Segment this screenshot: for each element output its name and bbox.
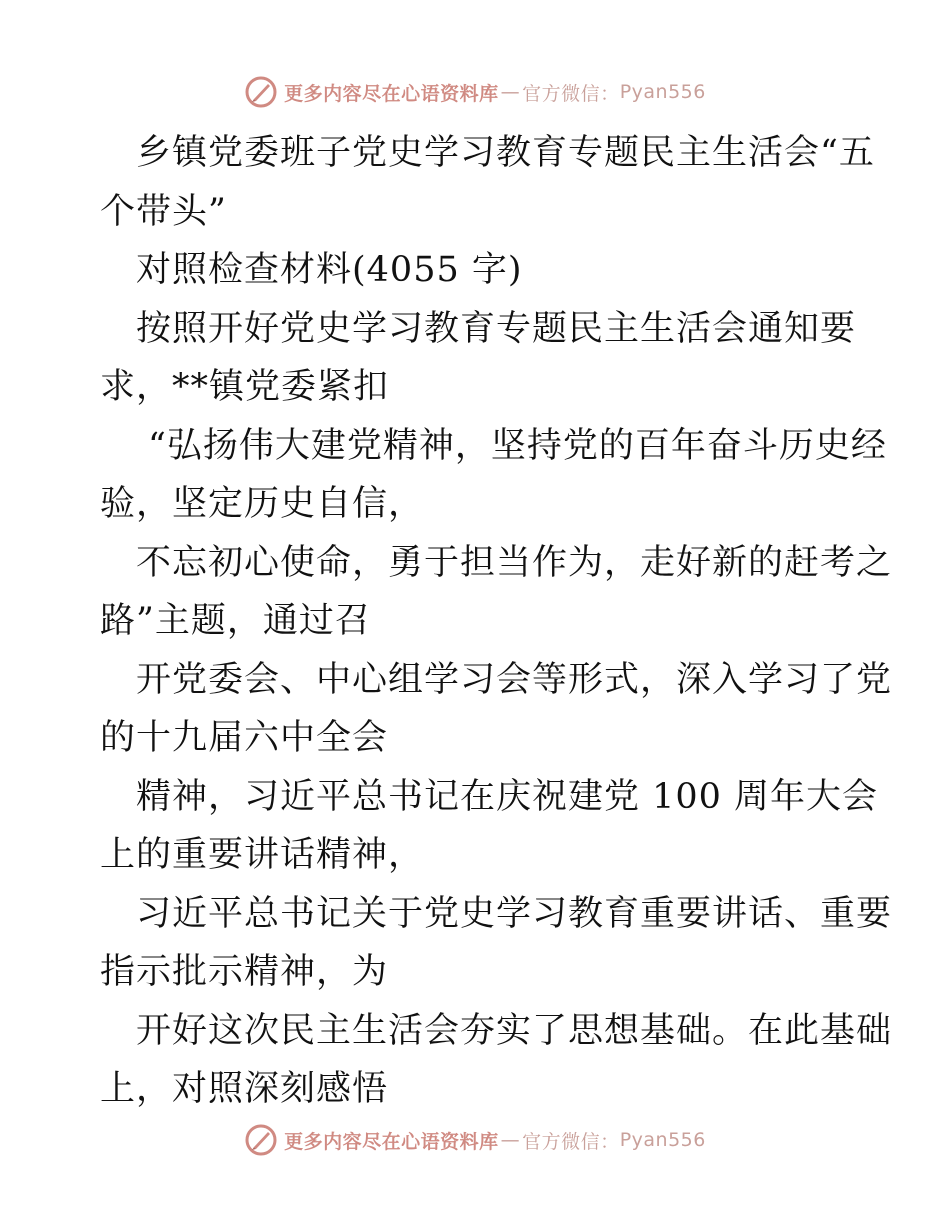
text-line: 路”主题，通过召 (100, 601, 371, 641)
watermark-separator: — (500, 81, 521, 103)
text-line: 验，坚定历史自信， (100, 484, 425, 524)
text-line: 个带头” (100, 191, 227, 232)
text-line: 上，对照深刻感悟 (100, 1069, 389, 1109)
watermark-handle: Pyan556 (619, 81, 706, 103)
watermark-brand: 更多内容尽在心语资料库 (284, 1130, 499, 1153)
watermark-separator: — (500, 1129, 521, 1151)
text-line: “弘扬伟大建党精神，坚持党的百年奋斗历史经 (148, 425, 887, 466)
watermark-label: 官方微信： (522, 82, 620, 105)
text-line: 开好这次民主生活会夯实了思想基础。在此基础 (136, 1010, 893, 1051)
header-watermark (0, 72, 950, 112)
text-line: 上的重要讲话精神， (100, 835, 425, 875)
text-line: 习近平总书记关于党史学习教育重要讲话、重要 (136, 893, 893, 934)
text-line: 求，**镇党委紧扣 (100, 367, 390, 407)
text-line: 开党委会、中心组学习会等形式，深入学习了党 (136, 659, 893, 700)
footer-watermark (0, 1120, 950, 1160)
text-line: 指示批示精神，为 (100, 952, 389, 992)
text-line: 对照检查材料(4055 字) (136, 250, 523, 290)
document-body (100, 124, 893, 1119)
text-line: 按照开好党史学习教育专题民主生活会通知要 (136, 308, 857, 349)
quill-pen-logo-icon (244, 1123, 278, 1157)
watermark-handle: Pyan556 (619, 1129, 706, 1151)
text-line: 乡镇党委班子党史学习教育专题民主生活会“五 (136, 133, 875, 173)
text-line: 精神，习近平总书记在庆祝建党 100 周年大会 (136, 776, 879, 817)
text-line: 不忘初心使命，勇于担当作为，走好新的赶考之 (136, 542, 893, 583)
text-line: 的十九届六中全会 (100, 718, 389, 758)
watermark-label: 官方微信： (522, 1130, 620, 1153)
quill-pen-logo-icon (244, 75, 278, 109)
watermark-brand: 更多内容尽在心语资料库 (284, 82, 499, 105)
